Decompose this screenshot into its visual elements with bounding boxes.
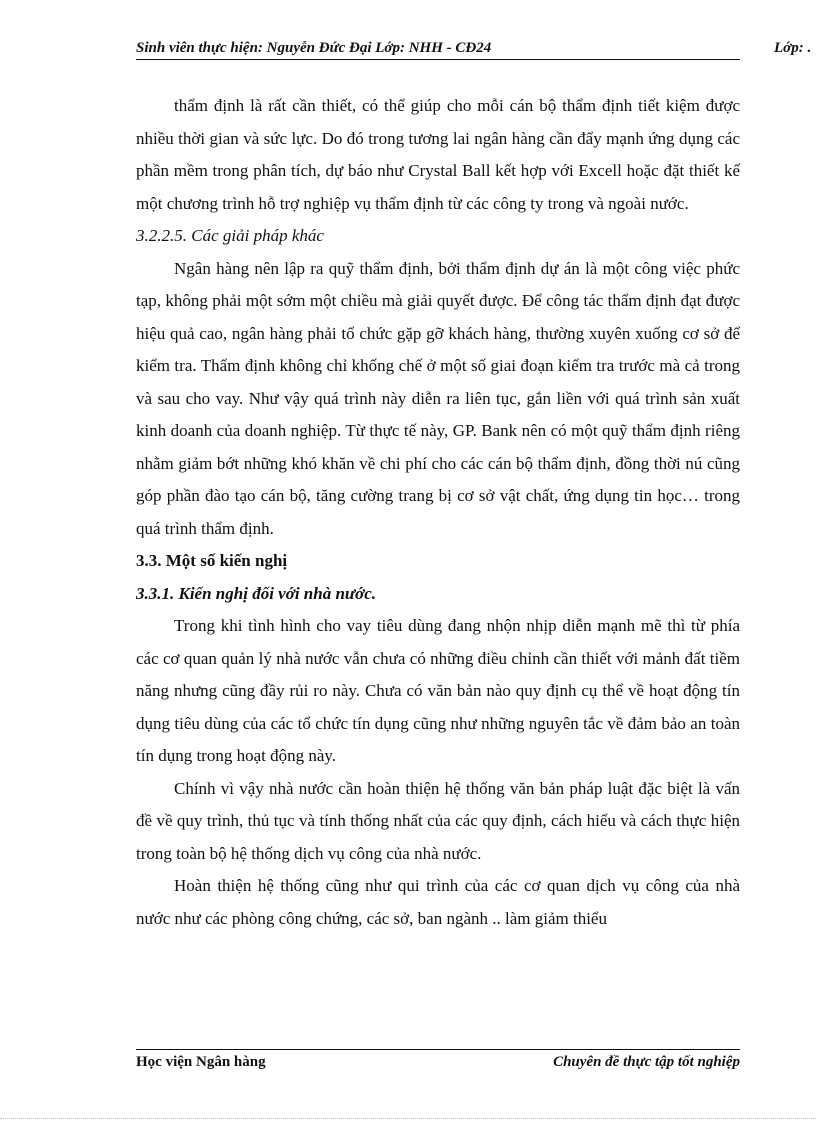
header-divider — [136, 59, 740, 60]
footer-institution: Học viện Ngân hàng — [136, 1054, 266, 1070]
heading-recommendations: 3.3. Một số kiến nghị — [136, 551, 288, 570]
footer-document-type: Chuyên đề thực tập tốt nghiệp — [553, 1054, 740, 1070]
paragraph-public-services: Hoàn thiện hệ thống cũng như qui trình của các cơ quan dịch vụ công của nhà nước như các phòng công chứng, các sở, ban ngành .. làm giảm thiểu — [136, 876, 740, 928]
header-student-info: Sinh viên thực hiện: Nguyễn Đức Đại Lớp: NHH - CĐ24 — [136, 40, 492, 56]
paragraph-appraisal-fund: Ngân hàng nên lập ra quỹ thẩm định, bởi thẩm định dự án là một công việc phức tạp, không phải một sớm một chiều mà giải quyết được. Để công tác thẩm định đạt được hiệu quả cao, ngân hàng phải tổ chức gặp gỡ khách hàng, thường xuyên xuống cơ sở để kiểm tra. Thẩm định không chỉ khống chế ở một số giai đoạn kiểm tra trước mà cả trong và sau cho vay. Như vậy quá trình này diễn ra liên tục, gắn liền với quá trình sản xuất kinh doanh của doanh nghiệp. Từ thực tế này, GP. Bank nên có một quỹ thẩm định riêng nhằm giảm bớt những khó khăn về chi phí cho các cán bộ thẩm định, đồng thời nú cũng góp phần đào tạo cán bộ, tăng cường trang bị cơ sở vật chất, ứng dụng tin học… trong quá trình thẩm định. — [136, 258, 740, 538]
paragraph-consumer-lending: Trong khi tình hình cho vay tiêu dùng đang nhộn nhịp diễn mạnh mẽ thì từ phía các cơ quan quản lý nhà nước vẫn chưa có những điều chỉnh cần thiết với mảnh đất tiềm năng nhưng cũng đầy rủi ro này. Chưa có văn bản nào quy định cụ thể về hoạt động tín dụng tiêu dùng của các tổ chức tín dụng cũng như những nguyên tắc về đảm bảo an toàn tín dụng trong hoạt động này. — [136, 616, 740, 765]
paragraph-legal-framework: Chính vì vậy nhà nước cần hoàn thiện hệ thống văn bản pháp luật đặc biệt là vấn đề về quy trình, thủ tục và tính thống nhất của các quy định, cách hiểu và cách thực hiện trong toàn bộ hệ thống dịch vụ công của nhà nước. — [136, 778, 740, 863]
document-body — [136, 90, 740, 935]
heading-state-recommendations: 3.3.1. Kiến nghị đối với nhà nước. — [136, 583, 377, 603]
header-class-label: Lớp: . — [774, 40, 812, 56]
page-bottom-edge — [0, 1118, 816, 1119]
paragraph-appraisal-software: thẩm định là rất cần thiết, có thể giúp cho mỗi cán bộ thẩm định tiết kiệm được nhiều thời gian và sức lực. Do đó trong tương lai ngân hàng cần đẩy mạnh ứng dụng các phần mềm trong phân tích, dự báo như Crystal Ball kết hợp với Excell hoặc đặt thiết kế một chương trình hỗ trợ nghiệp vụ thẩm định từ các công ty trong và ngoài nước. — [136, 96, 740, 213]
heading-other-solutions: 3.2.2.5. Các giải pháp khác — [136, 226, 324, 245]
footer-divider — [136, 1049, 740, 1050]
